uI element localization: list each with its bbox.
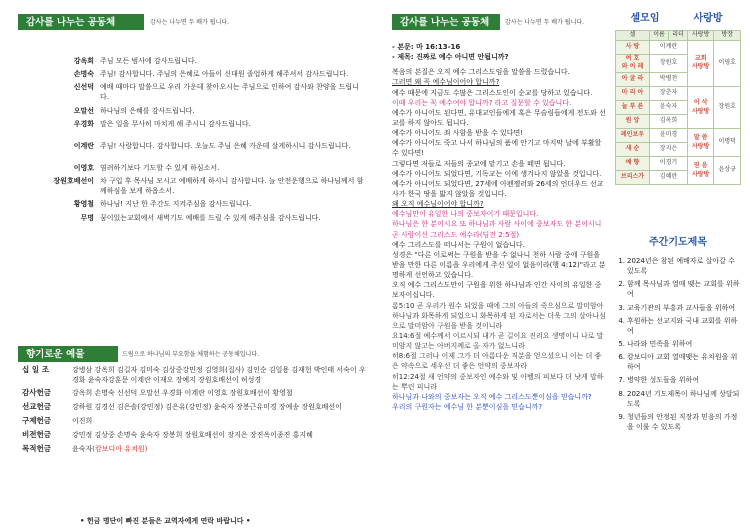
cell-row <box>616 40 741 54</box>
cell-name: 원 앙 <box>616 115 650 129</box>
header-name: 이름 <box>650 31 669 41</box>
cell-leader: 윤미경 <box>650 129 688 143</box>
sarangbang-title: 사랑방 <box>693 13 723 24</box>
prayer-number: 8. <box>618 389 625 398</box>
sermon-line: 성경은 "다른 이로써는 구원을 받을 수 없나니 천하 사람 중에 구원을 받을 만한 다른 이름을 우리에게 주신 일이 없음이라(행 4:12)"라고 분명하게 선언하고 있습니다. <box>392 250 606 280</box>
prayer-number: 4. <box>618 316 625 325</box>
thanks-text: 주님! 감사합니다. 주님의 은혜로 아들이 신대원 졸업하게 해주셔서 감사드립니다. <box>100 70 349 79</box>
sermon-line: 히8:6절 그러나 이제 그가 더 아름다운 직분을 얻으셨으니 이는 더 좋은 약속으로 세우신 더 좋은 언약의 중보자라 <box>392 352 602 371</box>
prayer-item <box>615 412 743 432</box>
sermon-line: 우리의 구원자는 예수님 한 분뿐이심을 믿습니까? <box>392 402 543 411</box>
cell-leader: 김혜란 <box>650 171 688 185</box>
prayer-number: 1. <box>618 257 625 265</box>
thanks-item <box>18 119 366 129</box>
prayer-number: 2. <box>618 280 625 289</box>
sermon-title: - 제목: 진짜로 예수 아니면 안됩니까? <box>392 53 509 62</box>
prayer-text: 교육기관의 부흥과 교사들을 위하여 <box>627 303 736 312</box>
thanks-text: 꿈이있는교회에서 새벽기도 예배를 드릴 수 있게 해주심을 감사드립니다. <box>100 213 321 222</box>
cell-leader: 박병천 <box>650 73 688 87</box>
prayer-number: 5. <box>618 339 625 348</box>
thanks-text: 하나님! 지난 한 주간도 지켜주심을 감사드립니다. <box>100 200 252 209</box>
thanks-name: 오말선 <box>73 106 94 115</box>
thanks-note: 감사는 나누면 두 배가 됩니다. <box>150 19 230 26</box>
thanks-name: 황영철 <box>73 200 94 209</box>
prayer-item <box>615 303 743 313</box>
thanks-item <box>18 199 366 209</box>
prayer-number: 7. <box>618 376 625 385</box>
sermon-body <box>392 42 607 412</box>
header-leader: 리더 <box>669 31 688 41</box>
offering-list <box>22 365 367 458</box>
thanks-text: 말은 일을 무사히 마치게 해 주시니 감사드립니다. <box>100 119 251 128</box>
offering-category: 십 일 조 <box>22 365 49 374</box>
cell-row <box>616 87 741 101</box>
thanks-name: 우경화 <box>73 119 94 128</box>
sermon-line: 요14:6절 예수께서 이르시되 내가 곧 길이요 진리요 생명이니 나로 말미암지 않고는 아버지께로 올 자가 없느니라 <box>392 331 604 351</box>
sermon-line: 복음의 본질은 오직 예수 그리스도임을 말씀을 드렸습니다. <box>392 68 570 77</box>
sermon-line: 예수님만이 유일한 나의 중보자이기 때문입니다. <box>392 210 539 219</box>
offering-row <box>22 444 367 455</box>
header-sarangbang: 사랑방 <box>687 31 714 41</box>
cell-title: 셀모임 <box>630 13 660 24</box>
offering-names: 이진희 <box>72 417 93 426</box>
sermon-line: 예수가 아니어도 되었다면, 27세에 아펜젤러와 26세의 언더우드 선교사가 한국 땅을 밟지 않았을 것입니다. <box>392 179 604 198</box>
thanks-item <box>18 106 366 116</box>
sarangbang-name: 교회 사랑방 <box>687 40 714 86</box>
thanks-text: 차 구입 후 목사님 모시고 예배하게 하시니 감사합니다. 늘 안전운행으로 하나님께서 함께하심을 보게 하옵소서. <box>100 177 364 196</box>
prayer-text: 캄보디아 교회 열매맺는 유치원을 위하여 <box>627 353 738 372</box>
thanks-item <box>18 141 366 151</box>
thanks-item <box>18 213 366 223</box>
thanks-item <box>18 56 366 66</box>
offering-row <box>22 402 367 413</box>
thanks-list <box>18 56 366 226</box>
sermon-line: 오직 예수 그리스도만이 구원을 위한 하나님과 인간 사이의 유일한 중보자이십니다. <box>392 281 602 300</box>
cell-leader: 장춘자 <box>650 87 688 101</box>
offering-row <box>22 388 367 399</box>
thanks-text: 하나님의 은혜를 감사드립니다. <box>100 106 195 115</box>
cell-row <box>616 157 741 171</box>
thanks-name: 손명숙 <box>73 70 94 79</box>
thanks-text: 예배 때마다 말씀으로 우리 가운데 찾아오시는 주님으로 인하여 감사와 찬양을 드립니다. <box>100 83 359 102</box>
offering-note-red: (캄보디아 유치원) <box>92 444 148 453</box>
sermon-header: 감사를 나누는 공동체 <box>392 14 500 30</box>
thanks-name: 신선덕 <box>73 83 94 92</box>
prayer-item <box>615 389 743 409</box>
prayer-number: 9. <box>618 412 625 421</box>
cell-row <box>616 129 741 143</box>
offering-names: 강민정 김상중 손명숙 윤숙자 장봉희 장원호배선이 장지은 장진옥이종진 홍지혜 <box>72 430 313 439</box>
prayer-item <box>615 316 743 336</box>
cell-leader: 장지은 <box>650 143 688 157</box>
cell-name: 여 호 와 이 레 <box>616 54 650 72</box>
offering-names: 강옥희 손명숙 신선덕 오말선 우경화 이계란 이영호 장원호배선이 황영철 <box>72 389 293 398</box>
cell-leader: 윤숙자 <box>650 101 688 115</box>
cell-leader: 김옥희 <box>650 115 688 129</box>
prayer-item <box>615 279 743 299</box>
cell-leader: 이경기 <box>650 157 688 171</box>
header-cell: 셀 <box>616 31 650 41</box>
sermon-line: 하나님과 나와의 중보자는 오직 예수 그리스도뿐이심을 믿습니까? <box>392 392 592 401</box>
prayer-title: 주간기도제목 <box>649 237 707 248</box>
offering-names: 강하원 김경선 김은솔(강민정) 김은유(강민정) 윤숙자 장봉근유미경 장예송 장원호배선이 <box>72 403 342 412</box>
cell-name: 아 굴 라 <box>616 73 650 87</box>
sermon-line: 하나님은 한 분이시요 또 하나님과 사람 사이에 중보자도 한 분이시니 곧 사람이신 그리스도 예수라(딤전 2:5절) <box>392 220 602 239</box>
offering-footer-note: • 헌금 명단이 빠진 분들은 교역자에게 연락 바랍니다 • <box>80 517 251 525</box>
prayer-item <box>615 339 743 349</box>
offering-names: 윤숙자 <box>72 444 93 453</box>
cell-name: 늘 푸 른 <box>616 101 650 115</box>
sermon-passage: - 본문: 마 16:13-16 <box>392 43 461 51</box>
sermon-line: 그렇다면 저들로 저들의 종교에 맡기고 손을 떼면 됩니다. <box>392 159 566 168</box>
prayer-text: 병약한 성도들을 위하여 <box>627 376 700 385</box>
thanks-text: 주님! 사랑합니다. 감사합니다. 오늘도 주님 은혜 가운데 살게하시니 감사드립니다. <box>100 141 351 150</box>
cell-table <box>615 30 741 185</box>
offering-note: 드림으로 하나님의 부요함을 체험하는 공동체입니다. <box>122 351 260 358</box>
offering-category: 비전헌금 <box>22 429 51 439</box>
cell-name: 레인보우 <box>616 129 650 143</box>
prayer-text: 2024년 기도제목이 하나님께 상달되도록 <box>627 389 740 408</box>
prayer-number: 6. <box>618 353 625 362</box>
sermon-line: 왜 오직 예수님이어야 합니까? <box>392 200 484 209</box>
header-host: 방장 <box>714 31 741 41</box>
thanks-name: 무명 <box>80 213 94 222</box>
sarangbang-name: 믿 음 사랑방 <box>687 157 714 185</box>
prayer-text: 나라와 민족을 위하여 <box>627 339 693 348</box>
cell-name: 새 순 <box>616 143 650 157</box>
prayer-item <box>615 375 743 385</box>
sarangbang-host: 장원호 <box>714 87 741 129</box>
sermon-line: 그러면 왜 꼭 예수님이어야 합니까? <box>392 78 500 87</box>
thanks-item <box>18 176 366 196</box>
sarangbang-name: 이 삭 사랑방 <box>687 87 714 129</box>
sermon-line: 예수 때문에 지금도 수많은 그리스도인이 순교를 당하고 있습니다. <box>392 88 593 97</box>
sarangbang-name: 말 씀 사랑방 <box>687 129 714 157</box>
cell-name: 브리스가 <box>616 171 650 185</box>
offering-row <box>22 430 367 441</box>
sermon-line: 히12:24절 새 언약의 중보자인 예수와 및 아벨의 피보다 더 낫게 말하는 뿌린 피니라 <box>392 372 604 391</box>
thanks-name: 이영호 <box>73 163 94 172</box>
prayer-item <box>615 256 743 276</box>
cell-name: 사 랑 <box>616 40 650 54</box>
prayer-list <box>615 256 743 435</box>
offering-category: 선교헌금 <box>22 402 51 412</box>
cell-titles <box>615 12 741 27</box>
sermon-line: 롬5:10 곧 우리가 원수 되었을 때에 그의 아들의 죽으심으로 말미암아 하나님과 화목하게 되었으니 화목하게 된 자로서는 더욱 그의 살아나심으로 말미암아 구원을 받을 것이니라 <box>392 301 606 330</box>
sermon-line: 예수가 아니어도 된다면, 유대교인들에게 혹은 무슬림들에게 전도와 선교를 하지 않아도 됩니다. <box>392 108 606 127</box>
sermon-line: 예수가 아니어도 죽고 나서 하나님의 품에 안기고 마지막 날에 부활할 수 있다면! <box>392 139 602 158</box>
thanks-header: 감사를 나누는 공동체 <box>18 14 144 30</box>
cell-leader: 장원호 <box>650 54 688 72</box>
thanks-text: 염려하기보다 기도할 수 있게 하심소서. <box>100 163 220 172</box>
sermon-line: 예수가 아니어도 죄 사함을 받을 수 있다면! <box>392 129 524 138</box>
offering-row <box>22 365 367 385</box>
prayer-text: 후원하는 선교지와 국내 교회를 위하여 <box>627 316 738 335</box>
cell-leader: 이계란 <box>650 40 688 54</box>
sermon-line: 예수가 아니어도 되었다면, 기독교는 이에 생겨나지 않았을 것입니다. <box>392 169 602 178</box>
sermon-line: 예수 그리스도를 떠나서는 구원이 없습니다. <box>392 240 525 249</box>
sarangbang-host: 이명덕 <box>714 129 741 157</box>
sarangbang-host: 이영호 <box>714 40 741 86</box>
thanks-name: 강옥희 <box>73 57 94 65</box>
thanks-item <box>18 69 366 79</box>
cell-name: 마 리 아 <box>616 87 650 101</box>
thanks-item <box>18 82 366 102</box>
offering-header: 향기로운 예물 <box>18 346 118 362</box>
prayer-number: 3. <box>618 303 625 312</box>
sermon-note: 감사는 나누면 두 배가 됩니다. <box>505 19 585 26</box>
offering-category: 목적헌금 <box>22 443 51 453</box>
prayer-item <box>615 352 743 372</box>
thanks-name: 이계란 <box>73 141 94 150</box>
offering-category: 구제헌금 <box>22 416 51 426</box>
cell-name: 예 향 <box>616 157 650 171</box>
sermon-line: 이때 우리는 꼭 예수여야 합니까? 라고 질문할 수 있습니다. <box>392 98 572 107</box>
offering-names: 강병삼 강옥희 김길자 김미숙 김상중강민정 김영희(집사) 김인순 김일용 김재헌 박인태 서숙이 우경화 윤숙자강훈문 이계란 이재오 장예지 장원호배선이 허성경 <box>72 366 366 385</box>
thanks-name: 장원호배선이 <box>53 177 94 186</box>
offering-category: 감사헌금 <box>22 388 51 398</box>
prayer-text: 2024년은 참된 예배자로 살아갈 수 있도록 <box>627 257 735 276</box>
thanks-item <box>18 163 366 173</box>
sarangbang-host: 윤상규 <box>714 157 741 185</box>
prayer-text: 청년들의 안정된 직장과 믿음의 가정을 이룰 수 있도록 <box>627 412 738 431</box>
thanks-text: 주님 모든 범사에 감사드립니다. <box>100 57 197 65</box>
prayer-text: 함께 목사님과 열매 맺는 교회를 위하여 <box>627 280 740 299</box>
offering-row <box>22 416 367 427</box>
